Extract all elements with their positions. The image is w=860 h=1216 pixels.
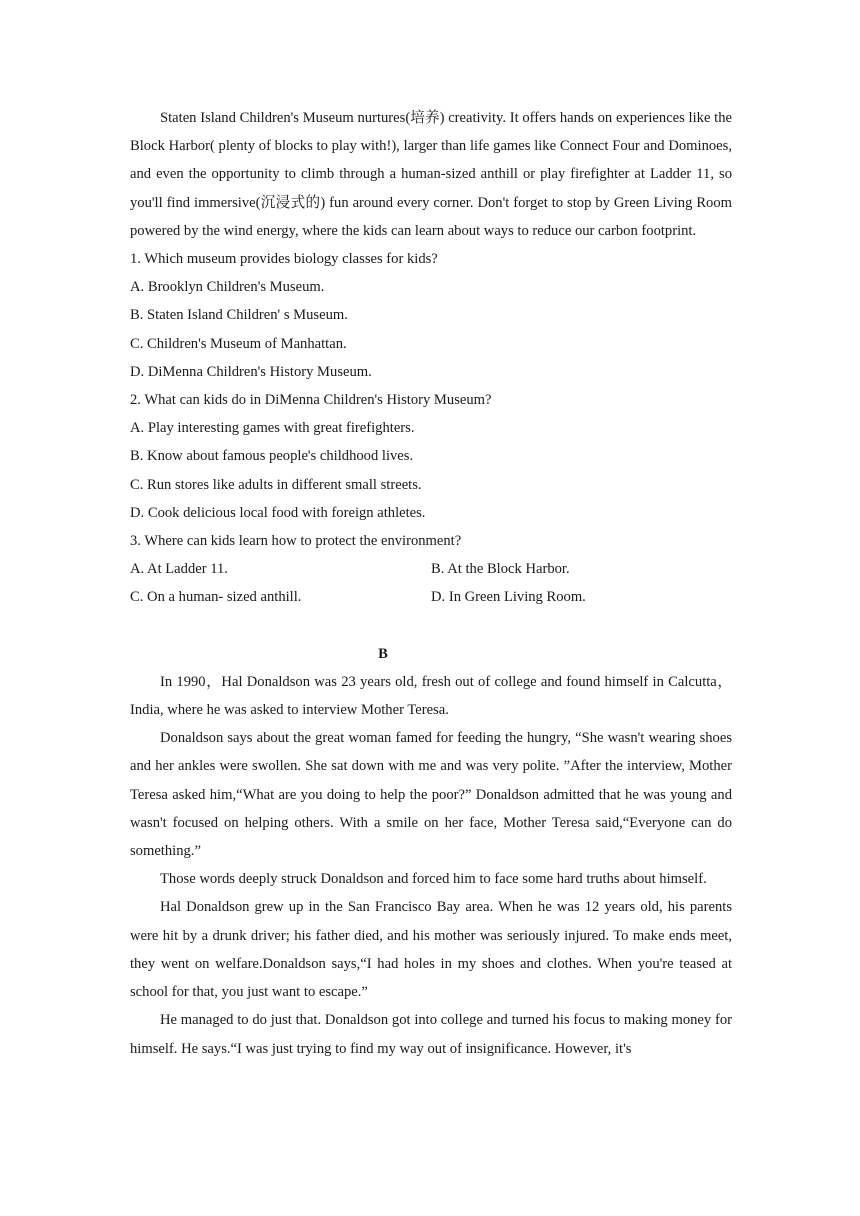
question-3-options-row-1 [130,555,732,583]
question-2-option-d: D. Cook delicious local food with foreign athletes. [130,504,426,521]
question-2-option-b: B. Know about famous people's childhood lives. [130,448,414,465]
question-2-option-a: A. Play interesting games with great firefighters. [130,420,415,437]
passage-a-paragraph: Staten Island Children's Museum nurtures(培养) creativity. It offers hands on experiences like the Block Harbor( plenty of blocks to play with!), larger than life games like Connect Four and Dominoes, and even the opportunity to climb through a human-sized anthill or play firefighter at Ladder 11, so you'll find immersive(沉浸式的) fun around every corner. Don't forget to stop by Green Living Room powered by the wind energy, where the kids can learn about ways to reduce our carbon footprint. [130,110,732,239]
question-3-option-d: D. In Green Living Room. [431,589,586,606]
question-3-option-a: A. At Ladder 11. [130,561,228,578]
section-b-title: B [378,645,388,662]
question-1-option-d: D. DiMenna Children's History Museum. [130,363,372,380]
question-3-option-c: C. On a human- sized anthill. [130,589,302,606]
question-3-option-b: B. At the Block Harbor. [431,561,570,578]
section-b-paragraph-3: Those words deeply struck Donaldson and forced him to face some hard truths about himself. [160,871,707,888]
document-page [130,104,732,1063]
section-b-paragraph-4: Hal Donaldson grew up in the San Francisco Bay area. When he was 12 years old, his parents were hit by a drunk driver; his father died, and his mother was seriously injured. To make ends meet, they went on welfare.Donaldson says,“I had holes in my shoes and clothes. When you're teased at school for that, you just want to escape.” [130,899,732,1001]
question-1-stem: 1. Which museum provides biology classes for kids? [130,251,438,268]
question-2-stem: 2. What can kids do in DiMenna Children's History Museum? [130,392,492,409]
section-b-paragraph-5: He managed to do just that. Donaldson got into college and turned his focus to making money for himself. He says.“I was just trying to find my way out of insignificance. However, it's [130,1012,732,1057]
question-1-option-c: C. Children's Museum of Manhattan. [130,335,347,352]
question-2-option-c: C. Run stores like adults in different small streets. [130,476,422,493]
question-3-options-row-2 [130,583,732,611]
section-b-paragraph-1: In 1990，Hal Donaldson was 23 years old, fresh out of college and found himself in Calcutta，India, where he was asked to interview Mother Teresa. [130,673,732,719]
section-b-paragraph-2: Donaldson says about the great woman famed for feeding the hungry, “She wasn't wearing shoes and her ankles were swollen. She sat down with me and was very polite. ”After the interview, Mother Teresa asked him,“What are you doing to help the poor?” Donaldson admitted that he was young and wasn't focused on helping others. With a smile on her face, Mother Teresa said,“Everyone can do something.” [130,730,732,860]
question-3-stem: 3. Where can kids learn how to protect the environment? [130,533,462,550]
question-1-option-b: B. Staten Island Children' s Museum. [130,307,348,324]
question-1-option-a: A. Brooklyn Children's Museum. [130,279,325,296]
